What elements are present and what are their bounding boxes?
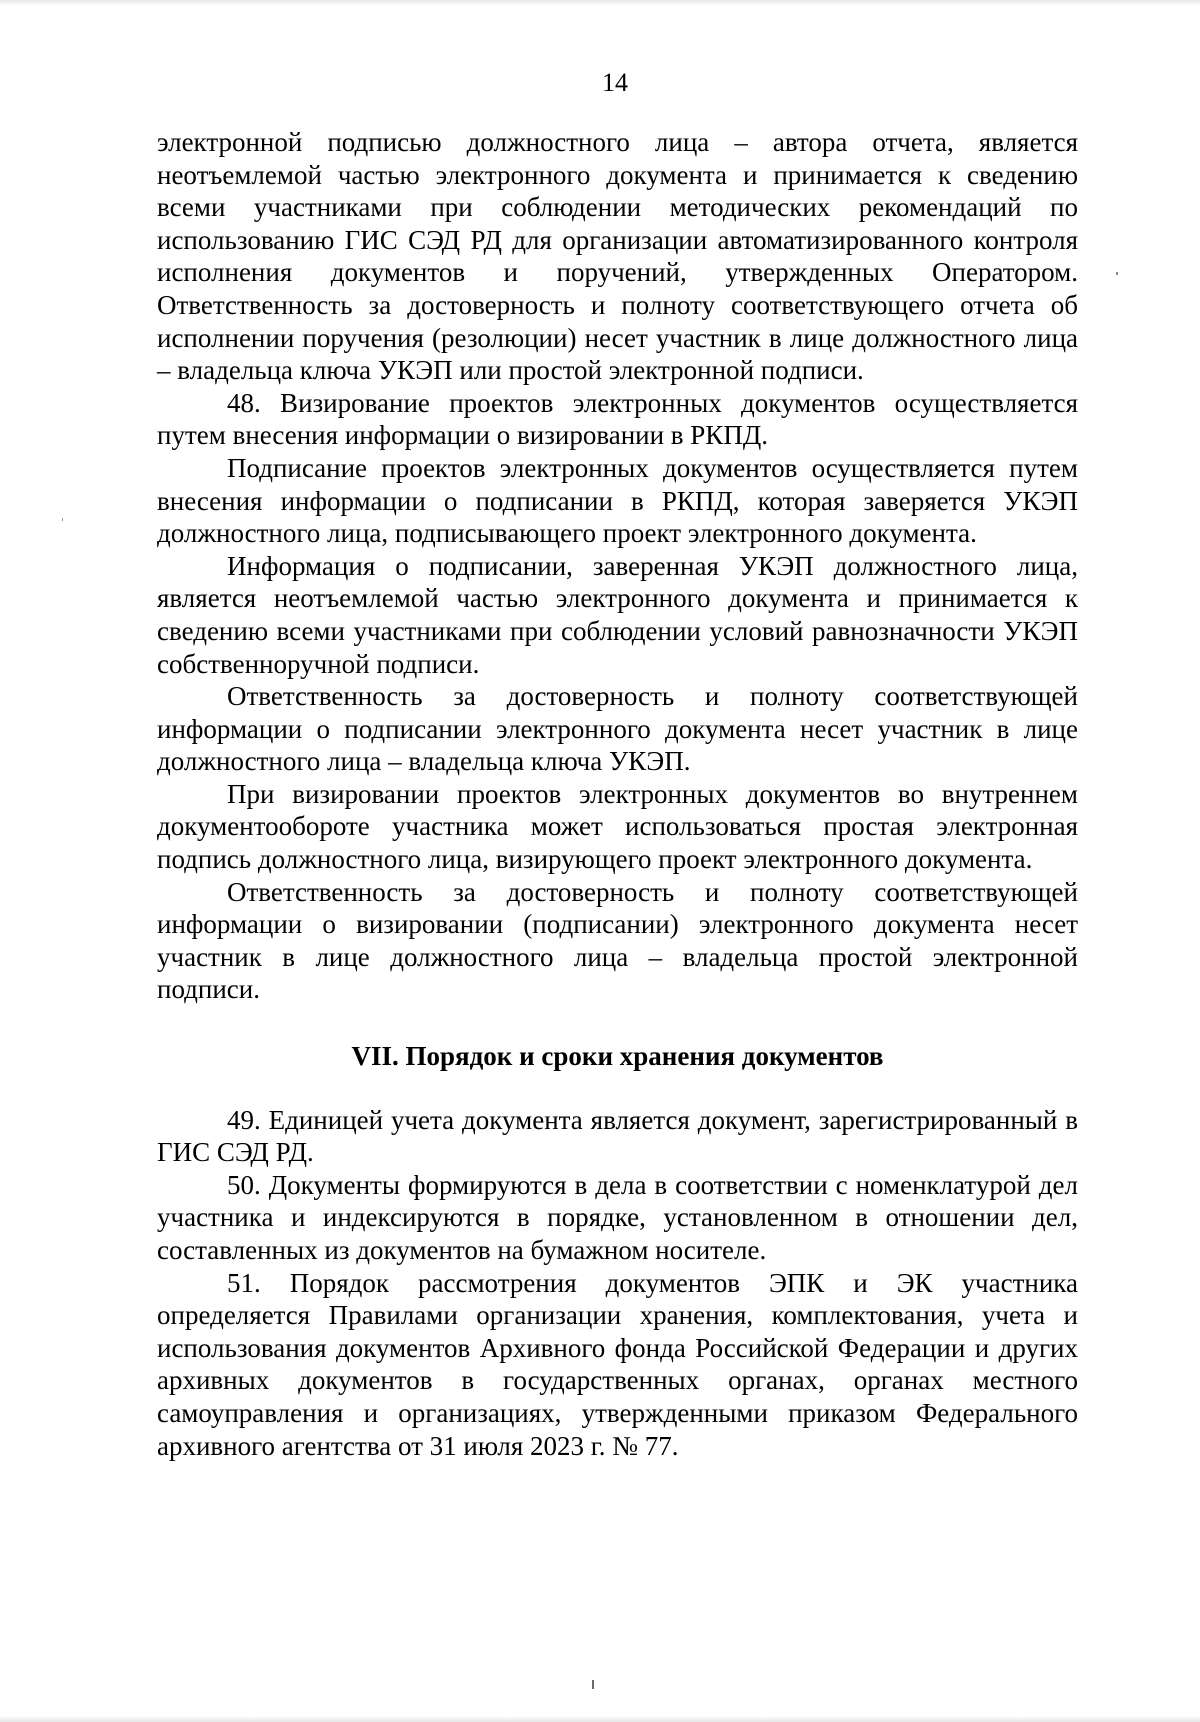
paragraph-item-49: 49. Единицей учета документа является документ, зарегистрированный в ГИС СЭД РД.	[157, 1104, 1078, 1168]
paragraph-signing-responsibility: Ответственность за достоверность и полноту соответствующей информации о подписании электронного документа несет участник в лице должностного лица – владельца ключа УКЭП.	[157, 681, 1078, 777]
section-heading: VII. Порядок и сроки хранения документов	[351, 1041, 884, 1072]
paragraph-item-48: 48. Визирование проектов электронных документов осуществляется путем внесения информации о визировании в РКПД.	[157, 387, 1078, 451]
document-body	[157, 126, 1078, 1462]
paragraph-item-50: 50. Документы формируются в дела в соответствии с номенклатурой дел участника и индексируются в порядке, установленном в отношении дел, составленных из документов на бумажном носителе.	[157, 1169, 1078, 1265]
paragraph-signing-info: Информация о подписании, заверенная УКЭП должностного лица, является неотъемлемой частью электронного документа и принимается к сведению всеми участниками при соблюдении условий равнозначности УКЭП собственноручной подписи.	[157, 550, 1078, 679]
scan-edge-bottom	[0, 1716, 1200, 1722]
paragraph-signing: Подписание проектов электронных документов осуществляется путем внесения информации о подписании в РКПД, которая заверяется УКЭП должностного лица, подписывающего проект электронного документа.	[157, 452, 1078, 549]
scan-speck	[62, 518, 63, 521]
page-number: 14	[602, 68, 628, 97]
paragraph-visa-responsibility: Ответственность за достоверность и полноту соответствующей информации о визировании (подписании) электронного документа несет участник в лице должностного лица – владельца простой электронной подписи.	[157, 876, 1078, 1005]
scan-speck	[592, 1680, 594, 1689]
scan-speck	[1116, 272, 1118, 275]
scan-edge-top	[0, 0, 1200, 6]
paragraph-continuation: электронной подписью должностного лица – автора отчета, является неотъемлемой частью электронного документа и принимается к сведению всеми участниками при соблюдении методических рекомендаций по использованию ГИС СЭД РД для организации автоматизированного контроля исполнения документов и поручений, утвержденных Оператором. Ответственность за достоверность и полноту соответствующего отчета об исполнении поручения (резолюции) несет участник в лице должностного лица – владельца ключа УКЭП или простой электронной подписи.	[157, 127, 1078, 386]
paragraph-item-51: 51. Порядок рассмотрения документов ЭПК и ЭК участника определяется Правилами организации хранения, комплектования, учета и использования документов Архивного фонда Российской Федерации и других архивных документов в государственных органах, органах местного самоуправления и организациях, утвержденными приказом Федерального архивного агентства от 31 июля 2023 г. № 77.	[157, 1267, 1078, 1461]
paragraph-simple-signature: При визировании проектов электронных документов во внутреннем документообороте участника может использоваться простая электронная подпись должностного лица, визирующего проект электронного документа.	[157, 778, 1078, 875]
